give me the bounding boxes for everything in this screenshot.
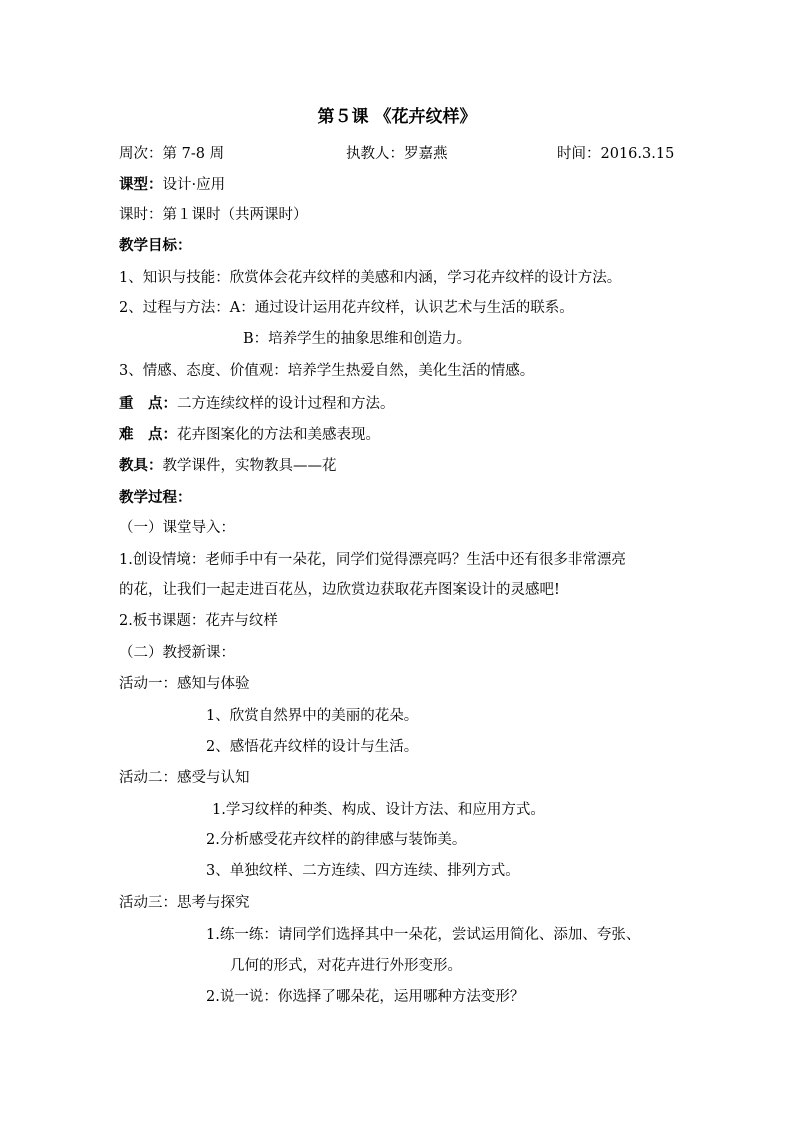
intro-paragraph-line: 1.创设情境：老师手中有一朵花，同学们觉得漂亮吗？生活中还有很多非常漂亮 xyxy=(119,552,626,568)
difficulty-value: 花卉图案化的方法和美感表现。 xyxy=(177,427,380,443)
difficulty xyxy=(119,424,380,446)
teaching-tools-label: 教具： xyxy=(119,457,163,474)
teacher-info: 执教人：罗嘉燕 xyxy=(346,146,448,162)
page-title: 第５课 《花卉纹样》 xyxy=(317,107,477,127)
activity-item: 1、欣赏自然界中的美丽的花朵。 xyxy=(206,708,419,724)
difficulty-label: 难 点： xyxy=(119,426,177,443)
goal-item: 3、情感、态度、价值观：培养学生热爱自然，美化生活的情感。 xyxy=(119,363,535,379)
lesson-type-label: 课型： xyxy=(119,176,163,193)
key-point xyxy=(119,393,395,415)
section-heading: （二）教授新课： xyxy=(119,645,235,661)
activity-title: 活动一：感知与体验 xyxy=(119,676,250,692)
goal-item: 1、知识与技能：欣赏体会花卉纹样的美感和内涵，学习花卉纹样的设计方法。 xyxy=(119,270,622,286)
lesson-hours: 课时：第１课时（共两课时） xyxy=(119,207,308,223)
teaching-tools-value: 教学课件，实物教具——花 xyxy=(162,458,337,474)
date-info: 时间：2016.3.15 xyxy=(557,146,675,162)
goal-item: B：培养学生的抽象思维和创造力。 xyxy=(243,331,472,347)
key-point-label: 重 点： xyxy=(119,395,177,412)
activity-title: 活动三：思考与探究 xyxy=(119,895,250,911)
teaching-tools xyxy=(119,455,337,477)
week-info: 周次：第 7-8 周 xyxy=(119,146,225,162)
activity-item: 3、单独纹样、二方连续、四方连续、排列方式。 xyxy=(206,863,520,879)
activity-item: 2.分析感受花卉纹样的韵律感与装饰美。 xyxy=(206,832,467,848)
activity-item: 1.学习纹样的种类、构成、设计方法、和应用方式。 xyxy=(212,802,545,818)
goals-heading: 教学目标： xyxy=(119,237,192,254)
activity-item: 2、感悟花卉纹样的设计与生活。 xyxy=(206,739,419,755)
activity-item: 2.说一说：你选择了哪朵花，运用哪种方法变形？ xyxy=(206,989,525,1005)
intro-paragraph-line: 的花，让我们一起走进百花丛，边欣赏边获取花卉图案设计的灵感吧! xyxy=(119,582,560,598)
section-heading: （一）课堂导入： xyxy=(119,520,235,536)
activity-title: 活动二：感受与认知 xyxy=(119,770,250,786)
lesson-type xyxy=(119,174,225,196)
activity-item-continuation: 几何的形式，对花卉进行外形变形。 xyxy=(230,958,462,974)
key-point-value: 二方连续纹样的设计过程和方法。 xyxy=(177,396,395,412)
intro-item: 2.板书课题：花卉与纹样 xyxy=(119,613,278,629)
goal-item: 2、过程与方法：A：通过设计运用花卉纹样，认识艺术与生活的联系。 xyxy=(119,300,574,316)
activity-item: 1.练一练：请同学们选择其中一朵花，尝试运用简化、添加、夸张、 xyxy=(206,927,641,943)
lesson-type-value: 设计·应用 xyxy=(162,177,226,193)
process-heading: 教学过程： xyxy=(119,489,192,506)
